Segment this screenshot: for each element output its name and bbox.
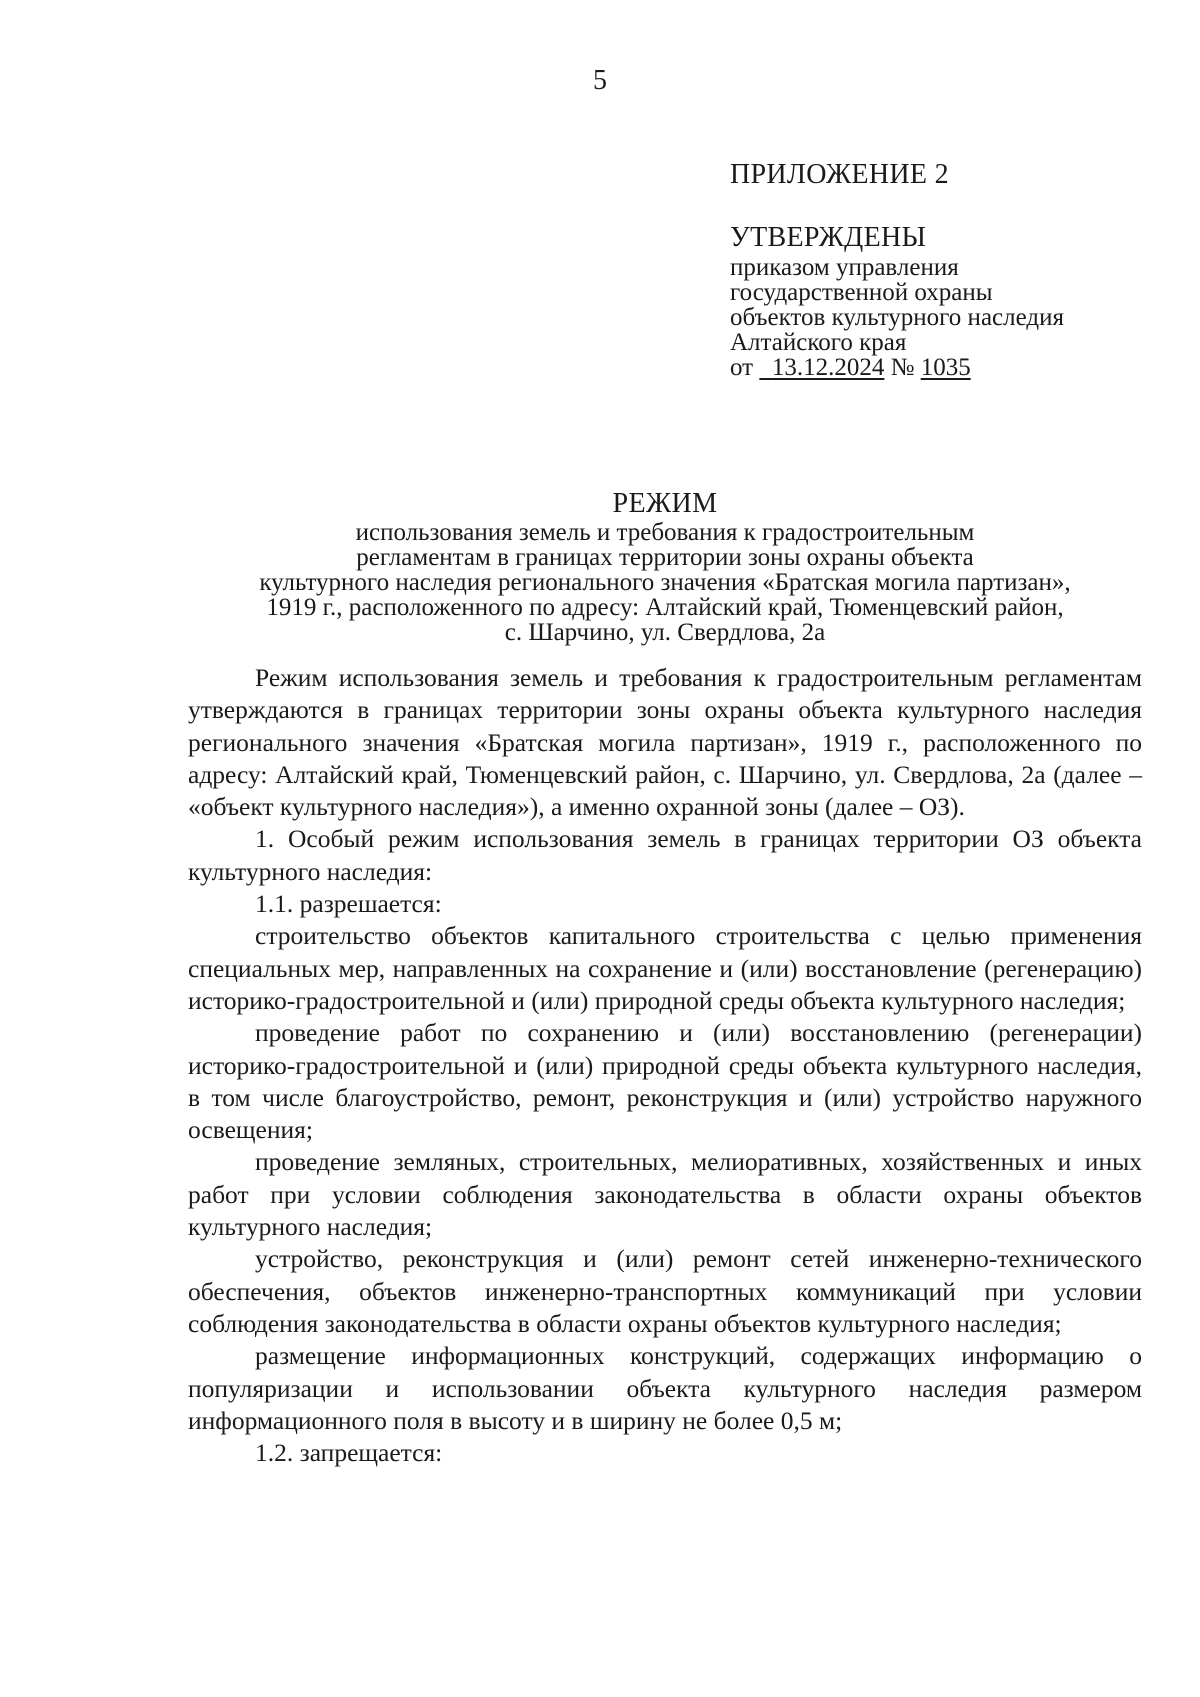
approval-block [730,221,1064,380]
document-title [180,488,1150,645]
title-line-2: регламентам в границах территории зоны охраны объекта [356,544,974,571]
page-number: 5 [593,65,607,96]
appendix-label: ПРИЛОЖЕНИЕ 2 [730,159,949,190]
approval-heading: УТВЕРЖДЕНЫ [730,222,927,253]
title-line-3: культурного наследия регионального значения «Братская могила партизан», [259,569,1071,596]
order-number: 1035 [920,354,971,381]
title-line-5: с. Шарчино, ул. Свердлова, 2а [504,619,826,646]
permitted-item-1: строительство объектов капитального строительства с целью применения специальных мер, направленных на сохранение и (или) восстановление (регенерацию) историко-градостроительной и (или) природной среды объекта культурного наследия; [188,921,1142,1015]
order-date: 13.12.2024 [771,354,885,381]
regime-heading: РЕЖИМ [612,488,718,519]
permitted-item-2: проведение работ по сохранению и (или) восстановлению (регенерации) историко-градостроительной и (или) природной среды объекта культурного наследия, в том числе благоустройство, ремонт, реконструкция и (или) устройство наружного освещения; [188,1018,1142,1145]
intro-paragraph: Режим использования земель и требования к градостроительным регламентам утверждаются в границах территории зоны охраны объекта культурного наследия регионального значения «Братская могила партизан», 1919 г., расположенного по адресу: Алтайский край, Тюменцевский район, с. Шарчино, ул. Свердлова, 2а (далее – «объект культурного наследия»), а именно охранной зоны (далее – ОЗ). [188,663,1142,822]
approval-line-1: приказом управления [730,254,959,281]
permitted-item-3: проведение земляных, строительных, мелиоративных, хозяйственных и иных работ при условии соблюдения законодательства в области охраны объектов культурного наследия; [188,1147,1142,1242]
permitted-item-4: устройство, реконструкция и (или) ремонт сетей инженерно-технического обеспечения, объектов инженерно-транспортных коммуникаций при условии соблюдения законодательства в области охраны объектов культурного наследия; [188,1244,1142,1338]
section-1-2-paragraph: 1.2. запрещается: [255,1438,443,1468]
date-prefix: от [730,354,754,381]
number-sign: № [890,354,915,381]
title-line-4: 1919 г., расположенного по адресу: Алтайский край, Тюменцевский район, [266,594,1064,621]
section-1-1-paragraph: 1.1. разрешается: [255,889,442,919]
title-line-1: использования земель и требования к градостроительным [355,519,975,546]
approval-line-3: объектов культурного наследия [730,304,1064,331]
section-1-paragraph: 1. Особый режим использования земель в границах территории ОЗ объекта культурного наследия: [188,824,1142,886]
document-body [188,662,1142,1469]
approval-line-2: государственной охраны [730,279,993,306]
approval-line-4: Алтайского края [730,329,907,356]
permitted-item-5: размещение информационных конструкций, содержащих информацию о популяризации и использовании объекта культурного наследия размером информационного поля в высоту и в ширину не более 0,5 м; [188,1341,1142,1435]
approval-date-line [730,355,1064,380]
